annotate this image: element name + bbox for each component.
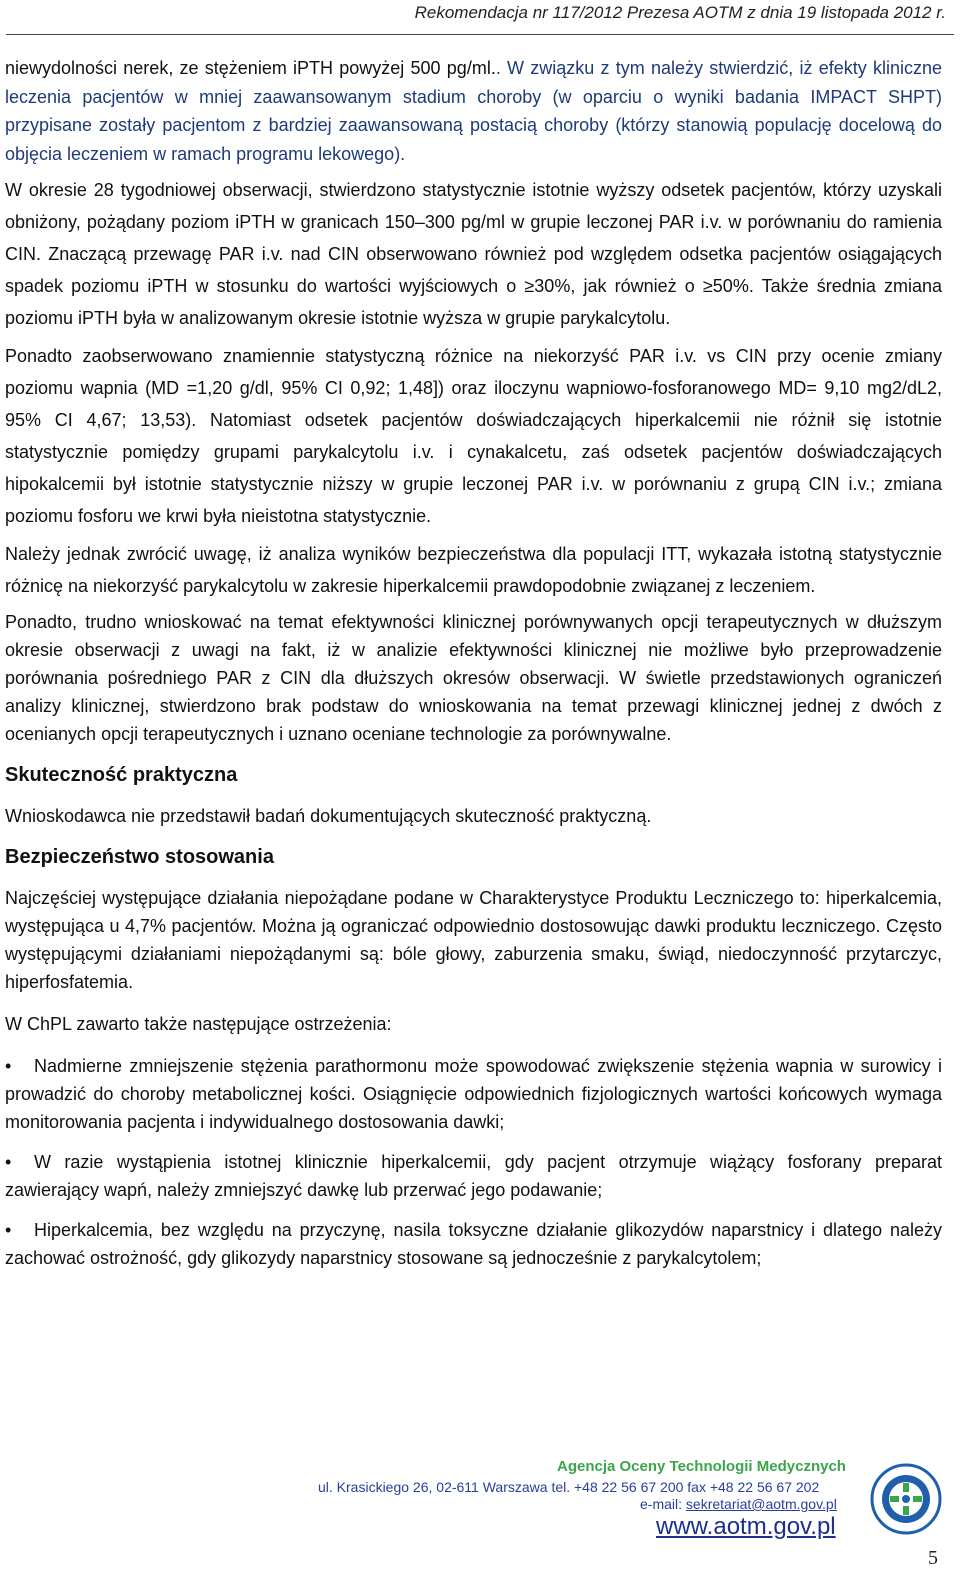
paragraph-6: Wnioskodawca nie przedstawił badań dokumentujących skuteczność praktyczną. bbox=[5, 806, 652, 826]
paragraph-1-black: niewydolności nerek, ze stężeniem iPTH powyżej 500 pg/ml. bbox=[5, 58, 496, 78]
paragraph-3: Ponadto zaobserwowano znamiennie statystyczną różnice na niekorzyść PAR i.v. vs CIN przy ocenie zmiany poziomu wapnia (MD =1,20 g/dl, 95% CI 0,92; 1,48]) oraz iloczynu wapniowo-fosforanowego MD= 9,10 mg2/dL2, 95% CI 4,67; 13,53). Natomiast odsetek pacjentów doświadczających hiperkalcemii nie różnił się istotnie statystycznie pomiędzy grupami parykalcytolu i.v. i cynakalcetu, zaś odsetek pacjentów doświadczających hipokalcemii był istotnie statystycznie niższy w grupie leczonej PAR i.v. w porównaniu z grupą CIN i.v.; zmiana poziomu fosforu we krwi była nieistotna statystycznie. bbox=[5, 346, 942, 526]
bullet-icon: • bbox=[5, 1220, 12, 1240]
email-label: e-mail: bbox=[640, 1496, 686, 1512]
bullet-icon: • bbox=[5, 1056, 12, 1076]
email-link[interactable]: sekretariat@aotm.gov.pl bbox=[685, 1496, 837, 1512]
paragraph-2: W okresie 28 tygodniowej obserwacji, stwierdzono statystycznie istotnie wyższy odsetek pacjentów, którzy uzyskali obniżony, pożądany poziom iPTH w granicach 150–300 pg/ml w grupie leczonej PAR i.v. w porównaniu do ramienia CIN. Znaczącą przewagę PAR i.v. nad CIN obserwowano również pod względem odsetka pacjentów osiągających spadek poziomu iPTH w stosunku do wartości wyjściowych o ≥30%, jak również o ≥50%. Także średnia zmiana poziomu iPTH była w analizowanym okresie istotnie wyższa w grupie parykalcytolu. bbox=[5, 180, 942, 328]
bullet-text: W razie wystąpienia istotnej klinicznie hiperkalcemii, gdy pacjent otrzymuje wiążący fosforany preparat zawierający wapń, należy zmniejszyć dawkę lub przerwać jego podawanie; bbox=[5, 1152, 942, 1200]
heading-bezpieczenstwo-stosowania: Bezpieczeństwo stosowania bbox=[5, 846, 274, 868]
paragraph-1 bbox=[5, 54, 942, 168]
header-divider bbox=[6, 34, 954, 35]
heading-skutecznosc-praktyczna: Skuteczność praktyczna bbox=[5, 764, 238, 786]
page-footer bbox=[0, 1455, 960, 1573]
document-body bbox=[5, 54, 942, 1284]
paragraph-8: W ChPL zawarto także następujące ostrzeżenia: bbox=[5, 1014, 392, 1034]
paragraph-5: Ponadto, trudno wnioskować na temat efektywności klinicznej porównywanych opcji terapeutycznych w dłuższym okresie obserwacji z uwagi na fakt, iż w analizie efektywności klinicznej nie możliwe było przeprowadzenie porównania pośredniego PAR z CIN dla dłuższych okresów obserwacji. W świetle przedstawionych ograniczeń analizy klinicznej, stwierdzono brak podstaw do wnioskowania na temat przewagi klinicznej jednej z dwóch z ocenianych opcji terapeutycznych i uznano oceniane technologie za porównywalne. bbox=[5, 612, 942, 744]
paragraph-1-blue: . W związku z tym należy stwierdzić, iż efekty kliniczne leczenia pacjentów w mniej zaawansowanym stadium choroby (w oparciu o wyniki badania IMPACT SHPT) przypisane zostały pacjentom z bardziej zaawansowaną postacią choroby (którzy stanowią populację docelową do objęcia leczeniem w ramach programu lekowego). bbox=[5, 58, 942, 164]
paragraph-4: Należy jednak zwrócić uwagę, iż analiza wyników bezpieczeństwa dla populacji ITT, wykazała istotną statystycznie różnicę na niekorzyść parykalcytolu w zakresie hiperkalcemii prawdopodobnie związanej z leczeniem. bbox=[5, 544, 942, 596]
bullet-text: Hiperkalcemia, bez względu na przyczynę, nasila toksyczne działanie glikozydów naparstnicy i dlatego należy zachować ostrożność, gdy glikozydy naparstnicy stosowane są jednocześnie z parykalcytolem; bbox=[5, 1220, 942, 1268]
agency-name: Agencja Oceny Technologii Medycznych bbox=[557, 1458, 846, 1475]
bullet-item bbox=[5, 1148, 942, 1204]
bullet-icon: • bbox=[5, 1152, 12, 1172]
aotm-logo-icon bbox=[870, 1463, 942, 1535]
agency-address: ul. Krasickiego 26, 02-611 Warszawa tel. +48 22 56 67 200 fax +48 22 56 67 202 bbox=[318, 1479, 820, 1495]
bullet-text: Nadmierne zmniejszenie stężenia parathormonu może spowodować zwiększenie stężenia wapnia w surowicy i prowadzić do choroby metabolicznej kości. Osiągnięcie odpowiednich fizjologicznych wartości końcowych wymaga monitorowania pacjenta i indywidualnego dostosowania dawki; bbox=[5, 1056, 942, 1132]
page-number: 5 bbox=[928, 1547, 938, 1569]
bullet-item bbox=[5, 1216, 942, 1272]
bullet-item bbox=[5, 1052, 942, 1136]
website-link[interactable]: www.aotm.gov.pl bbox=[656, 1513, 836, 1540]
agency-email bbox=[640, 1496, 837, 1512]
running-header: Rekomendacja nr 117/2012 Prezesa AOTM z dnia 19 listopada 2012 r. bbox=[414, 3, 946, 22]
paragraph-7: Najczęściej występujące działania niepożądane podane w Charakterystyce Produktu Leczniczego to: hiperkalcemia, występująca u 4,7% pacjentów. Można ją ograniczać odpowiednio dostosowując dawki produktu leczniczego. Często występującymi działaniami niepożądanymi są: bóle głowy, zaburzenia smaku, świąd, niedoczynność przytarczyc, hiperfosfatemia. bbox=[5, 888, 942, 992]
